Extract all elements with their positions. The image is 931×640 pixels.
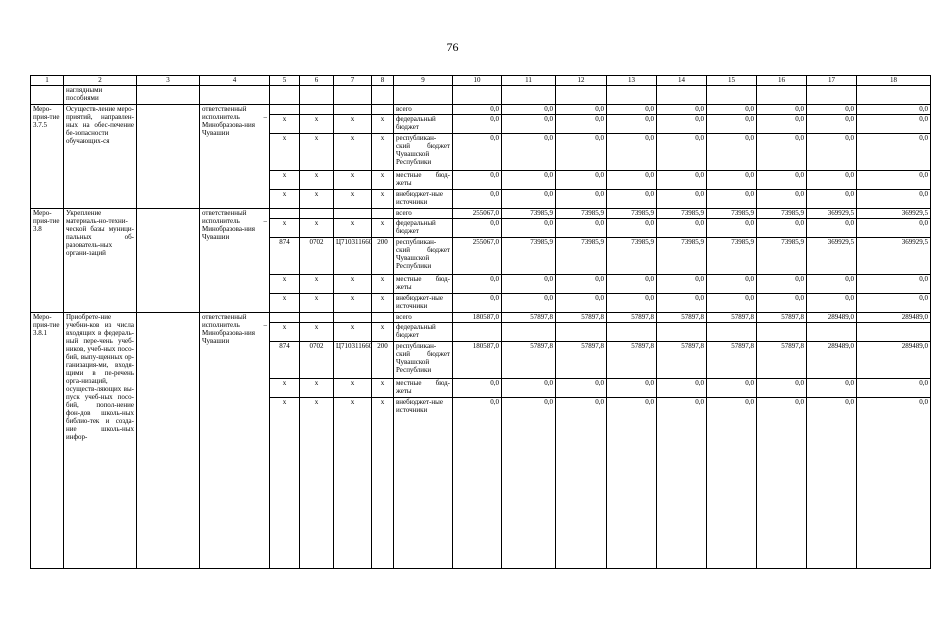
funding-source: внебюджет-ные источники: [394, 190, 453, 209]
amount-cell: 57897,8: [607, 313, 657, 323]
funding-source: федеральный бюджет: [394, 323, 453, 342]
amount-cell: 0,0: [502, 275, 556, 294]
amount-cell: 0,0: [657, 115, 707, 134]
amount-cell: 0,0: [757, 171, 807, 190]
code-cell: x: [270, 134, 300, 171]
amount-cell: 369929,5: [857, 209, 931, 219]
amount-cell: 57897,8: [757, 313, 807, 323]
amount-cell: 0,0: [857, 275, 931, 294]
code-cell: x: [334, 171, 372, 190]
empty-cell: [200, 86, 270, 105]
empty-cell: [137, 209, 200, 313]
code-cell: x: [372, 190, 394, 209]
amount-cell: [757, 323, 807, 342]
amount-cell: 0,0: [556, 171, 607, 190]
amount-cell: 0,0: [857, 398, 931, 569]
measure-name: Приобрете-ние учебни-ков из числа входящих в федераль-ный пере-чень учеб-ников, учеб-ных посо-бий, выпу-щенных ор-ганизация-ми, входя-щими в пе-речень орга-низаций, осуществ-ляющих вы-пуск учеб-ных посо-бий, попол-нение фон-дов школь-ных библио-тек и созда-ние школь-ных инфор-: [64, 313, 137, 569]
amount-cell: [807, 323, 857, 342]
amount-cell: 180587,0: [453, 313, 502, 323]
empty-cell: [372, 86, 394, 105]
amount-cell: [857, 323, 931, 342]
amount-cell: 0,0: [657, 398, 707, 569]
table-row: [31, 209, 931, 219]
amount-cell: [707, 323, 757, 342]
amount-cell: 369929,5: [857, 238, 931, 275]
funding-source: всего: [394, 209, 453, 219]
amount-cell: 0,0: [757, 105, 807, 115]
amount-cell: 0,0: [453, 219, 502, 238]
code-cell: x: [372, 323, 394, 342]
code-cell: x: [372, 294, 394, 313]
executor-cell: ответственный исполнитель – Минобразова-ния Чувашии: [200, 313, 270, 569]
amount-cell: 0,0: [453, 190, 502, 209]
amount-cell: 0,0: [502, 171, 556, 190]
rzpr-code: 0702: [300, 238, 334, 275]
amount-cell: 73985,9: [607, 238, 657, 275]
empty-cell: [707, 86, 757, 105]
empty-cell: [270, 86, 300, 105]
funding-source: республикан-ский бюджет Чувашской Республики: [394, 134, 453, 171]
code-cell: x: [372, 171, 394, 190]
amount-cell: 0,0: [453, 275, 502, 294]
amount-cell: [453, 323, 502, 342]
amount-cell: 73985,9: [502, 238, 556, 275]
empty-cell: [657, 86, 707, 105]
amount-cell: 0,0: [857, 379, 931, 398]
amount-cell: 0,0: [807, 379, 857, 398]
amount-cell: 73985,9: [657, 238, 707, 275]
amount-cell: 0,0: [453, 105, 502, 115]
amount-cell: 0,0: [502, 134, 556, 171]
measure-label: Меро-прия-тие 3.8: [31, 209, 64, 313]
amount-cell: 0,0: [502, 398, 556, 569]
header-cell: 15: [707, 76, 757, 86]
code-cell: x: [270, 294, 300, 313]
funding-source: федеральный бюджет: [394, 219, 453, 238]
amount-cell: 0,0: [502, 115, 556, 134]
amount-cell: 0,0: [556, 190, 607, 209]
vr-code: 200: [372, 342, 394, 379]
empty-cell: [394, 86, 453, 105]
header-cell: 1: [31, 76, 64, 86]
header-row: [31, 76, 931, 86]
funding-source: местные бюд-жеты: [394, 275, 453, 294]
code-cell: x: [300, 379, 334, 398]
amount-cell: 73985,9: [707, 238, 757, 275]
amount-cell: 0,0: [556, 398, 607, 569]
code-cell: x: [300, 219, 334, 238]
amount-cell: [502, 323, 556, 342]
code-cell: x: [300, 190, 334, 209]
amount-cell: 0,0: [807, 294, 857, 313]
amount-cell: 369929,5: [807, 209, 857, 219]
code-cell: x: [372, 115, 394, 134]
header-cell: 10: [453, 76, 502, 86]
empty-cell: [137, 86, 200, 105]
code-cell: x: [334, 323, 372, 342]
funding-source: всего: [394, 105, 453, 115]
funding-source: местные бюд-жеты: [394, 171, 453, 190]
amount-cell: 57897,8: [502, 342, 556, 379]
amount-cell: 0,0: [807, 115, 857, 134]
header-cell: 12: [556, 76, 607, 86]
header-cell: 6: [300, 76, 334, 86]
amount-cell: 0,0: [757, 134, 807, 171]
code-cell: x: [334, 294, 372, 313]
table-row: [31, 313, 931, 323]
amount-cell: 0,0: [453, 115, 502, 134]
amount-cell: 57897,8: [657, 313, 707, 323]
code-cell: x: [334, 219, 372, 238]
amount-cell: 0,0: [757, 294, 807, 313]
code-cell: x: [300, 115, 334, 134]
amount-cell: 0,0: [657, 134, 707, 171]
amount-cell: 73985,9: [707, 209, 757, 219]
empty-cell: [807, 86, 857, 105]
empty-cell: [757, 86, 807, 105]
amount-cell: 0,0: [607, 398, 657, 569]
amount-cell: 0,0: [556, 105, 607, 115]
header-cell: 18: [857, 76, 931, 86]
header-cell: 16: [757, 76, 807, 86]
amount-cell: 0,0: [807, 105, 857, 115]
rzpr-code: 0702: [300, 342, 334, 379]
amount-cell: 289489,0: [857, 313, 931, 323]
empty-cell: [607, 86, 657, 105]
amount-cell: [657, 323, 707, 342]
amount-cell: 0,0: [556, 379, 607, 398]
amount-cell: 0,0: [857, 134, 931, 171]
amount-cell: 0,0: [757, 115, 807, 134]
header-cell: 17: [807, 76, 857, 86]
amount-cell: 73985,9: [607, 209, 657, 219]
amount-cell: [556, 323, 607, 342]
amount-cell: 0,0: [757, 190, 807, 209]
amount-cell: 0,0: [807, 171, 857, 190]
amount-cell: 0,0: [857, 115, 931, 134]
code-cell: x: [334, 134, 372, 171]
amount-cell: 0,0: [657, 294, 707, 313]
code-cell: [300, 209, 334, 219]
amount-cell: 0,0: [657, 379, 707, 398]
budget-table: [30, 75, 931, 569]
amount-cell: 0,0: [556, 275, 607, 294]
amount-cell: 57897,8: [502, 313, 556, 323]
code-cell: x: [270, 219, 300, 238]
empty-cell: [453, 86, 502, 105]
amount-cell: 0,0: [657, 275, 707, 294]
amount-cell: 0,0: [757, 398, 807, 569]
amount-cell: 0,0: [807, 275, 857, 294]
page-number: 76: [446, 40, 459, 54]
header-cell: 11: [502, 76, 556, 86]
code-cell: x: [300, 323, 334, 342]
amount-cell: 0,0: [657, 105, 707, 115]
empty-cell: [300, 86, 334, 105]
amount-cell: 73985,9: [502, 209, 556, 219]
funding-source: республикан-ский бюджет Чувашской Республики: [394, 238, 453, 275]
code-cell: x: [270, 398, 300, 569]
amount-cell: 57897,8: [707, 342, 757, 379]
code-cell: x: [372, 398, 394, 569]
amount-cell: 0,0: [707, 379, 757, 398]
amount-cell: 289489,0: [857, 342, 931, 379]
code-cell: x: [270, 190, 300, 209]
code-cell: [334, 209, 372, 219]
amount-cell: 0,0: [657, 190, 707, 209]
code-cell: [270, 313, 300, 323]
amount-cell: 0,0: [453, 379, 502, 398]
amount-cell: 0,0: [556, 134, 607, 171]
header-cell: 14: [657, 76, 707, 86]
amount-cell: 0,0: [502, 219, 556, 238]
measure-name: Осуществ-ление меро-приятий, направлен-ных на обес-печение бе-зопасности обучающих-ся: [64, 105, 137, 209]
empty-cell: [137, 313, 200, 569]
empty-cell: [334, 86, 372, 105]
code-cell: [300, 105, 334, 115]
amount-cell: 0,0: [857, 294, 931, 313]
header-cell: 7: [334, 76, 372, 86]
amount-cell: 255067,0: [453, 209, 502, 219]
header-cell: 9: [394, 76, 453, 86]
code-cell: x: [270, 275, 300, 294]
code-cell: [300, 313, 334, 323]
code-cell: x: [300, 294, 334, 313]
header-cell: 4: [200, 76, 270, 86]
amount-cell: 0,0: [607, 190, 657, 209]
code-cell: x: [372, 379, 394, 398]
amount-cell: 289489,0: [807, 342, 857, 379]
amount-cell: 0,0: [757, 275, 807, 294]
code-cell: x: [372, 275, 394, 294]
header-cell: 13: [607, 76, 657, 86]
funding-source: местные бюд-жеты: [394, 379, 453, 398]
code-cell: x: [334, 115, 372, 134]
measure-name: Укрепление материаль-но-техни-ческой базы муници-пальных об-разователь-ных органи-заций: [64, 209, 137, 313]
code-cell: x: [372, 134, 394, 171]
amount-cell: 0,0: [707, 398, 757, 569]
code-cell: x: [270, 115, 300, 134]
amount-cell: 0,0: [556, 294, 607, 313]
empty-cell: [137, 105, 200, 209]
amount-cell: 0,0: [857, 219, 931, 238]
amount-cell: 0,0: [607, 275, 657, 294]
funding-source: всего: [394, 313, 453, 323]
amount-cell: 0,0: [607, 171, 657, 190]
code-cell: x: [334, 190, 372, 209]
amount-cell: 289489,0: [807, 313, 857, 323]
measure-label: Меро-прия-тие 3.7.5: [31, 105, 64, 209]
code-cell: [334, 105, 372, 115]
amount-cell: 0,0: [807, 190, 857, 209]
amount-cell: 0,0: [807, 398, 857, 569]
amount-cell: 0,0: [707, 219, 757, 238]
amount-cell: 369929,5: [807, 238, 857, 275]
amount-cell: 0,0: [556, 219, 607, 238]
amount-cell: 255067,0: [453, 238, 502, 275]
csr-code: Ц710311660: [334, 238, 372, 275]
amount-cell: 57897,8: [657, 342, 707, 379]
code-cell: x: [372, 219, 394, 238]
amount-cell: 73985,9: [556, 209, 607, 219]
amount-cell: 57897,8: [707, 313, 757, 323]
amount-cell: 0,0: [657, 171, 707, 190]
amount-cell: 73985,9: [757, 238, 807, 275]
code-cell: x: [270, 379, 300, 398]
code-cell: x: [300, 171, 334, 190]
empty-cell: [31, 86, 64, 105]
amount-cell: 0,0: [607, 379, 657, 398]
funding-source: федеральный бюджет: [394, 115, 453, 134]
code-cell: x: [300, 134, 334, 171]
amount-cell: 0,0: [857, 105, 931, 115]
amount-cell: 0,0: [707, 190, 757, 209]
amount-cell: 0,0: [657, 219, 707, 238]
amount-cell: 57897,8: [607, 342, 657, 379]
executor-cell: ответственный исполнитель – Минобразова-ния Чувашии: [200, 209, 270, 313]
amount-cell: 0,0: [607, 219, 657, 238]
code-cell: x: [300, 275, 334, 294]
amount-cell: 0,0: [607, 105, 657, 115]
funding-source: внебюджет-ные источники: [394, 398, 453, 569]
amount-cell: 0,0: [607, 294, 657, 313]
amount-cell: 0,0: [807, 134, 857, 171]
code-cell: x: [334, 379, 372, 398]
measure-label: Меро-прия-тие 3.8.1: [31, 313, 64, 569]
amount-cell: 0,0: [707, 294, 757, 313]
amount-cell: 0,0: [502, 190, 556, 209]
amount-cell: 0,0: [453, 294, 502, 313]
csr-code: Ц710311660: [334, 342, 372, 379]
code-cell: x: [270, 323, 300, 342]
amount-cell: 0,0: [807, 219, 857, 238]
amount-cell: 0,0: [707, 115, 757, 134]
code-cell: x: [334, 398, 372, 569]
amount-cell: 57897,8: [556, 342, 607, 379]
funding-source: внебюджет-ные источники: [394, 294, 453, 313]
empty-cell: [502, 86, 556, 105]
code-cell: x: [334, 275, 372, 294]
amount-cell: 0,0: [556, 115, 607, 134]
code-cell: x: [300, 398, 334, 569]
funding-source: республикан-ский бюджет Чувашской Республики: [394, 342, 453, 379]
header-cell: 2: [64, 76, 137, 86]
amount-cell: 0,0: [757, 219, 807, 238]
amount-cell: 0,0: [453, 171, 502, 190]
amount-cell: 0,0: [857, 190, 931, 209]
amount-cell: 180587,0: [453, 342, 502, 379]
vr-code: 200: [372, 238, 394, 275]
amount-cell: 0,0: [607, 115, 657, 134]
amount-cell: 0,0: [607, 134, 657, 171]
amount-cell: 0,0: [707, 105, 757, 115]
continuation-row: [31, 86, 931, 105]
amount-cell: 0,0: [502, 294, 556, 313]
amount-cell: 0,0: [707, 275, 757, 294]
empty-cell: [857, 86, 931, 105]
continuation-text: наглядными пособиями: [64, 86, 137, 105]
amount-cell: 73985,9: [556, 238, 607, 275]
amount-cell: 0,0: [453, 398, 502, 569]
code-cell: [270, 105, 300, 115]
grbs-code: 874: [270, 342, 300, 379]
grbs-code: 874: [270, 238, 300, 275]
code-cell: x: [270, 171, 300, 190]
amount-cell: 0,0: [707, 171, 757, 190]
amount-cell: [607, 323, 657, 342]
header-cell: 5: [270, 76, 300, 86]
amount-cell: 0,0: [502, 105, 556, 115]
amount-cell: 57897,8: [556, 313, 607, 323]
executor-cell: ответственный исполнитель – Минобразова-ния Чувашии: [200, 105, 270, 209]
code-cell: [372, 313, 394, 323]
empty-cell: [556, 86, 607, 105]
header-cell: 3: [137, 76, 200, 86]
header-cell: 8: [372, 76, 394, 86]
code-cell: [372, 209, 394, 219]
code-cell: [372, 105, 394, 115]
amount-cell: 0,0: [502, 379, 556, 398]
code-cell: [270, 209, 300, 219]
amount-cell: 73985,9: [657, 209, 707, 219]
amount-cell: 57897,8: [757, 342, 807, 379]
code-cell: [334, 313, 372, 323]
table-row: [31, 105, 931, 115]
amount-cell: 0,0: [857, 171, 931, 190]
amount-cell: 73985,9: [757, 209, 807, 219]
amount-cell: 0,0: [757, 379, 807, 398]
amount-cell: 0,0: [707, 134, 757, 171]
amount-cell: 0,0: [453, 134, 502, 171]
